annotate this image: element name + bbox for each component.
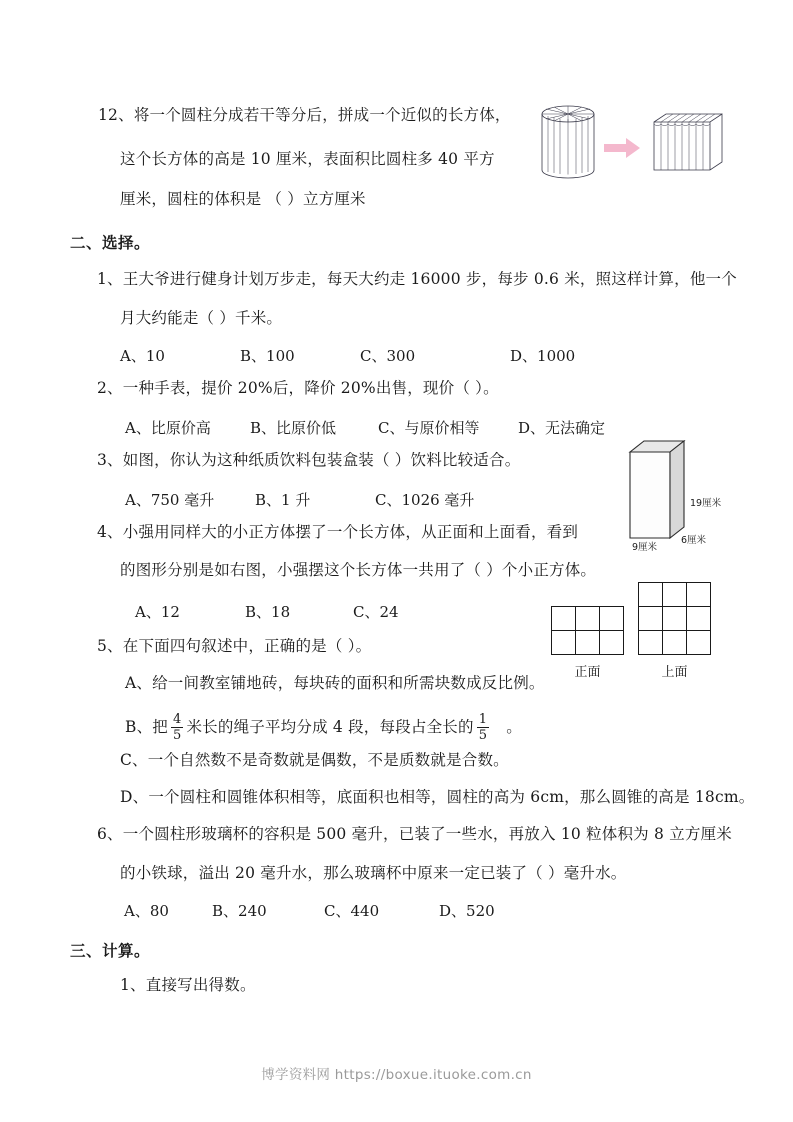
question-4-line-1: 4、小强用同样大的小正方体摆了一个长方体，从正面和上面看，看到 [97,523,579,541]
question-6-options [124,900,544,921]
question-5-line-1: 5、在下面四句叙述中，正确的是（ ）。 [97,637,372,655]
juice-box-svg [626,438,736,546]
question-1-option-d[interactable]: D、1000 [510,347,576,365]
grid-cell [663,631,687,655]
question-6-option-a[interactable]: A、80 [124,902,169,920]
question-4-options [135,601,515,622]
grid-cell [576,607,600,631]
question-3-option-c[interactable]: C、1026 毫升 [375,491,475,509]
question-12-line-1: 12、将一个圆柱分成若干等分后，拼成一个近似的长方体， [98,106,511,124]
question-2-option-c[interactable]: C、与原价相等 [378,419,480,437]
question-2-option-a[interactable]: A、比原价高 [125,419,211,437]
grid-cell [639,583,663,607]
fraction-one-fifth: $\frac{1}{5}$ [478,712,488,743]
question-5-option-d[interactable]: D、一个圆柱和圆锥体积相等，底面积也相等，圆柱的高为 6cm，那么圆锥的高是 18cm。 [120,788,755,806]
question-1-option-b[interactable]: B、100 [240,347,295,365]
question-5-option-b-prefix: B、把 [125,717,168,736]
question-1-options [120,345,600,366]
top-view-caption: 上面 [661,665,688,680]
question-4-option-b[interactable]: B、18 [245,603,291,621]
question-2-line-1: 2、一种手表，提价 20%后，降价 20%出售，现价（ ）。 [97,379,499,397]
question-5-option-b[interactable] [125,713,522,742]
box-width-label: 9厘米 [632,542,658,553]
section-3-question-1: 1、直接写出得数。 [120,976,256,994]
grid-cell [663,583,687,607]
question-4-line-2: 的图形分别是如右图，小强摆这个长方体一共用了（ ）个小正方体。 [120,561,597,579]
question-5-option-c[interactable]: C、一个自然数不是奇数就是偶数，不是质数就是合数。 [120,751,509,769]
front-view-figure [551,606,624,680]
question-6-line-2: 的小铁球，溢出 20 毫升水，那么玻璃杯中原来一定已装了（ ）毫升水。 [120,864,627,882]
footer-watermark: 博学资料网 https://boxue.ituoke.com.cn [261,1067,532,1083]
cylinder-prism-svg [530,100,730,195]
question-3-line-1: 3、如图，你认为这种纸质饮料包装盒装（ ）饮料比较适合。 [97,451,521,469]
question-2-option-b[interactable]: B、比原价低 [250,419,337,437]
grid-cell [600,631,624,655]
front-view-grid [551,606,624,655]
question-3-option-a[interactable]: A、750 毫升 [125,491,215,509]
question-1-option-c[interactable]: C、300 [360,347,416,365]
question-3-option-b[interactable]: B、1 升 [255,491,311,509]
question-2-option-d[interactable]: D、无法确定 [518,419,606,437]
front-view-caption: 正面 [574,665,601,680]
top-view-grid [638,582,711,655]
cylinder-to-prism-figure [530,100,730,195]
grid-cell [687,607,711,631]
question-6-option-b[interactable]: B、240 [212,902,267,920]
grid-cell [639,631,663,655]
transform-arrow [604,138,640,158]
grid-cell [552,607,576,631]
question-1-option-a[interactable]: A、10 [120,347,165,365]
grid-cell [600,607,624,631]
question-4-option-a[interactable]: A、12 [135,603,180,621]
question-2-options [125,417,625,438]
top-view-figure [638,582,711,680]
grid-cell [663,607,687,631]
question-12-line-2: 这个长方体的高是 10 厘米，表面积比圆柱多 40 平方 [120,150,495,168]
question-5-option-b-middle: 米长的绳子平均分成 4 段，每段占全长的 [186,717,474,736]
grid-cell [687,583,711,607]
question-4-option-c[interactable]: C、24 [353,603,399,621]
section-2-heading: 二、选择。 [70,234,151,252]
question-6-line-1: 6、一个圆柱形玻璃杯的容积是 500 毫升，已装了一些水，再放入 10 粒体积为 8 立方厘米 [97,825,732,843]
fraction-four-fifths: $\frac{4}{5}$ [173,712,182,743]
box-height-label: 19厘米 [690,498,722,509]
grid-cell [639,607,663,631]
question-1-line-1: 1、王大爷进行健身计划万步走，每天大约走 16000 步，每步 0.6 米，照这样计算，他一个 [97,270,737,288]
question-12-line-3: 厘米，圆柱的体积是 （ ）立方厘米 [120,190,366,208]
grid-cell [552,631,576,655]
question-3-options [125,489,545,510]
question-6-option-c[interactable]: C、440 [324,902,380,920]
box-depth-label: 6厘米 [681,535,707,546]
section-3-heading: 三、计算。 [70,942,151,960]
question-5-option-a[interactable]: A、给一间教室铺地砖，每块砖的面积和所需块数成反比例。 [125,674,545,692]
question-1-line-2: 月大约能走（ ）千米。 [120,309,283,327]
grid-cell [687,631,711,655]
grid-cell [576,631,600,655]
question-6-option-d[interactable]: D、520 [439,902,495,920]
question-5-option-b-suffix: 。 [506,717,522,736]
juice-box-figure [626,438,776,553]
